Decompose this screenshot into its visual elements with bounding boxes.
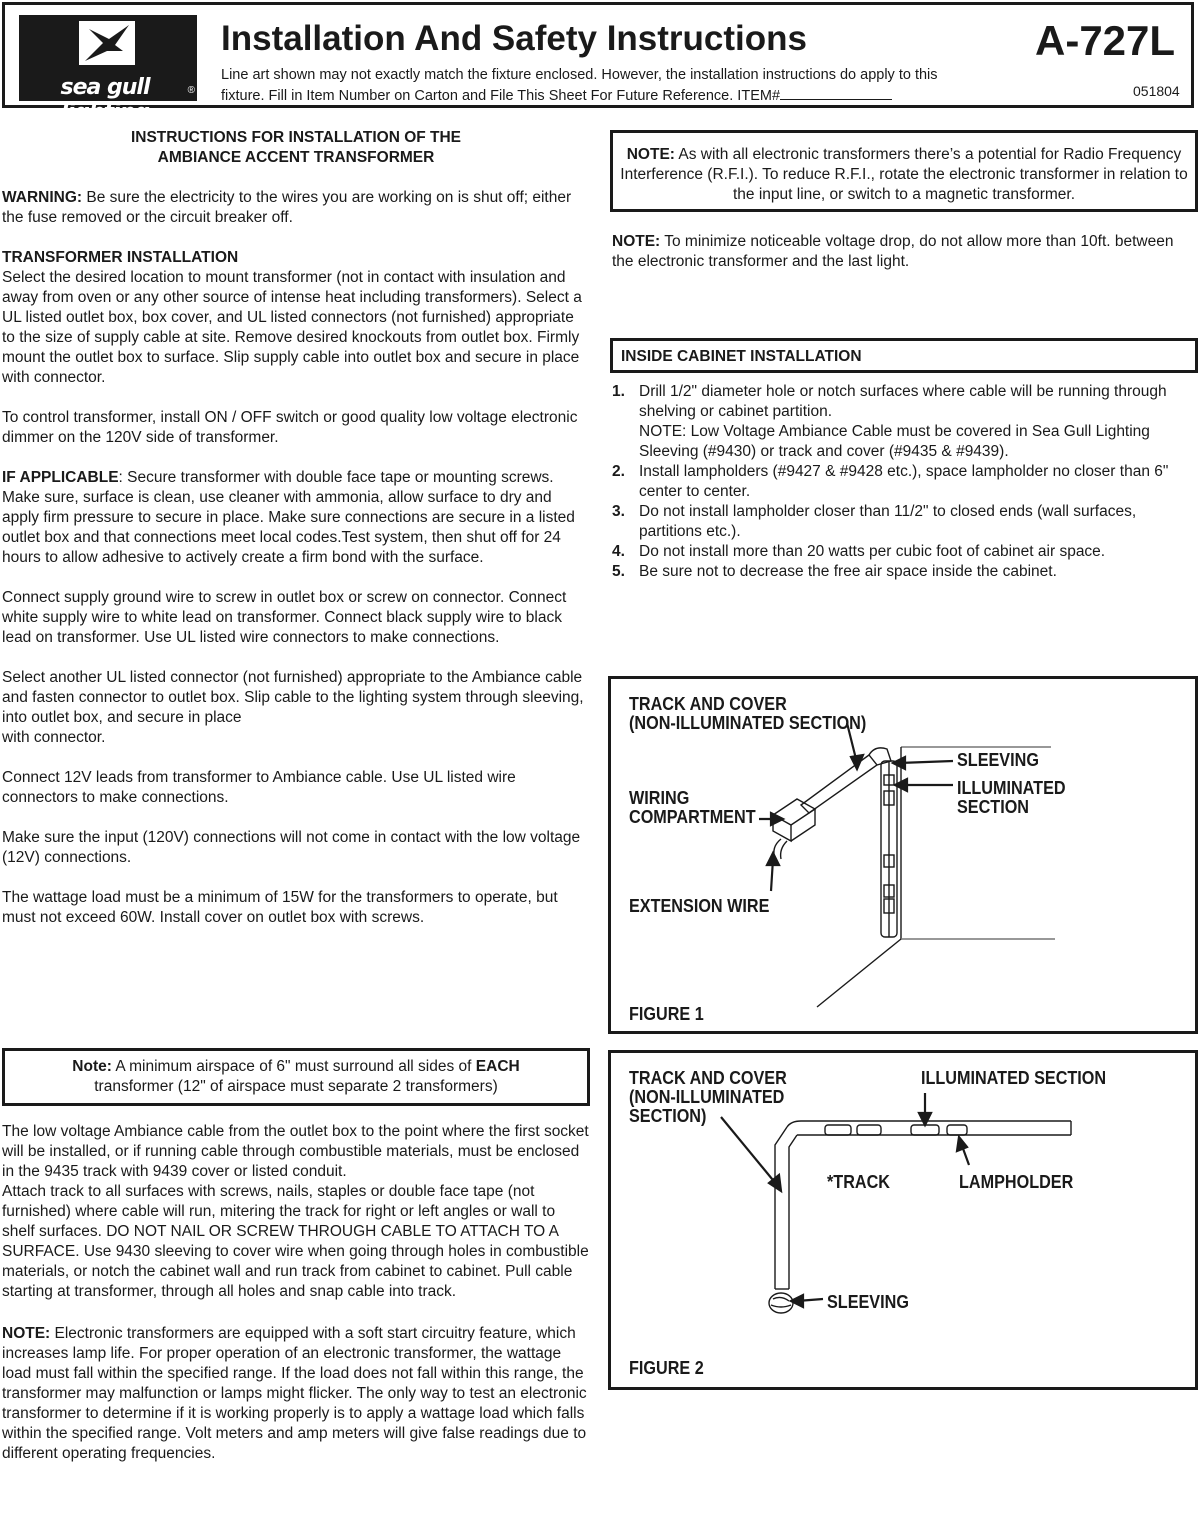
fig1-wiring-line1: WIRING <box>629 788 690 808</box>
cable-paragraph-2: Attach track to all surfaces with screws, nails, staples or double face tape (not furnished) where cable will run, mitering the track for right or left angles or wall to shelf surfaces. DO NOT NAIL OR SCREW THROUGH CABLE TO ATTACH TO A SURFACE. Use 9430 sleeving to cover wire when going through holes in combustible materials, or notch the cabinet wall and run track from cabinet to cabinet. Pull cable starting at transformer, through all holes and snap cable into track. <box>2 1183 589 1300</box>
cabinet-installation-title: INSIDE CABINET INSTALLATION <box>610 338 1198 373</box>
voltage-drop-note <box>612 232 1192 272</box>
applicable-text: : Secure transformer with double face tape or mounting screws. Make sure, surface is clean, use cleaner with ammonia, allow surface to dry and apply firm pressure to secure in place. Make sure connections are secure in a listed outlet box and that connections meet local codes.Test system, then shut off for 24 hours to allow adhesive to actively create a firm bond with the surface. <box>2 469 575 566</box>
instructions-heading <box>2 128 590 168</box>
step-text: Install lampholders (#9427 & #9428 etc.), space lampholder no closer than 6" center to center. <box>639 463 1169 500</box>
fig1-wiring-line2: COMPARTMENT <box>629 807 756 827</box>
figure-2 <box>608 1050 1198 1390</box>
step-text: Do not install lampholder closer than 11/2" to closed ends (wall surfaces, partitions etc.). <box>639 503 1137 540</box>
figure-2-illuminated-label: ILLUMINATED SECTION <box>921 1068 1107 1088</box>
applicable-label: IF APPLICABLE <box>2 469 119 486</box>
step-number: 1. <box>612 383 625 400</box>
figure-1-caption: FIGURE 1 <box>629 1004 704 1024</box>
item-number-blank[interactable] <box>780 85 892 100</box>
instructions-heading-line2: AMBIANCE ACCENT TRANSFORMER <box>157 149 435 166</box>
step-text: Drill 1/2" diameter hole or notch surfaces where cable will be running through shelving or cabinet partition. <box>639 383 1167 420</box>
applicable-paragraph <box>2 468 590 568</box>
soft-start-text: Electronic transformers are equipped with a soft start circuitry feature, which increases lamp life. For proper operation of an electronic transformer, the wattage load must fall within the specified range. If the load does not fall within this range, the transformer may malfunction or lamps might flicker. The only way to test an electronic transformer to determine if it is working properly is to apply a wattage load which falls within the specified range. Volt meters and amp meters will give false readings due to different operating frequencies. <box>2 1325 587 1462</box>
step-text: Do not install more than 20 watts per cubic foot of cabinet air space. <box>639 543 1106 560</box>
connect-12v-paragraph: Connect 12V leads from transformer to Ambiance cable. Use UL listed wire connectors to make connections. <box>2 769 516 806</box>
cabinet-steps-list <box>612 382 1198 582</box>
left-column <box>2 128 590 948</box>
fig1-illum-line2: SECTION <box>957 797 1030 817</box>
header-subtitle <box>221 65 961 106</box>
fig1-track-line1: TRACK AND COVER <box>629 694 787 714</box>
airspace-each: EACH <box>475 1058 520 1075</box>
figure-1 <box>608 676 1198 1034</box>
instructions-heading-line1: INSTRUCTIONS FOR INSTALLATION OF THE <box>130 129 462 146</box>
transformer-heading: TRANSFORMER INSTALLATION <box>2 249 239 266</box>
connect-paragraph: Connect supply ground wire to screw in outlet box or screw on connector. Connect white supply wire to white lead on transformer. Connect black supply wire to black lead on transformer. Use UL listed wire connectors to make connections. <box>2 589 567 646</box>
step-text: Be sure not to decrease the free air space inside the cabinet. <box>639 563 1057 580</box>
figure-2-sleeving-label: SLEEVING <box>827 1292 909 1312</box>
figure-1-sleeving-label: SLEEVING <box>957 750 1039 770</box>
fig2-track-line2: (NON-ILLUMINATED <box>629 1087 785 1107</box>
warning-paragraph <box>2 188 590 228</box>
figure-1-illuminated-label <box>957 779 1066 817</box>
registered-mark: ® <box>187 85 195 96</box>
brand-logo <box>19 15 197 125</box>
transformer-text: Select the desired location to mount transformer (not in contact with insulation and away from oven or any other source of intense heat including transformers). Select a UL listed outlet box, box cover, and UL listed connectors (not furnished) appropriate to the size of supply cable at site. Remove desired knockouts from outlet box. Firmly mount the outlet box to surface. Slip supply cable into outlet box and secure in place with connector. <box>2 269 582 386</box>
step-note: NOTE: Low Voltage Ambiance Cable must be covered in Sea Gull Lighting Sleeving (#9430) or track and cover (#9435 & #9439). <box>639 423 1150 460</box>
airspace-text-a: A minimum airspace of 6" must surround all sides of <box>111 1058 476 1075</box>
airspace-note-label: Note: <box>72 1058 112 1075</box>
step-number: 3. <box>612 503 625 520</box>
control-paragraph: To control transformer, install ON / OFF switch or good quality low voltage electronic dimmer on the 120V side of transformer. <box>2 409 578 446</box>
figure-1-extension-label: EXTENSION WIRE <box>629 896 770 916</box>
airspace-text-b: transformer (12" of airspace must separate 2 transformers) <box>94 1078 498 1095</box>
seagull-logo-icon <box>79 21 135 71</box>
left-lower-column <box>2 1122 590 1484</box>
subtitle-text: Line art shown may not exactly match the fixture enclosed. However, the installation instructions do apply to this fixture. Fill in Item Number on Carton and File This Sheet For Future Reference. ITEM# <box>221 67 938 104</box>
select-text-2: with connector. <box>2 729 106 746</box>
list-item <box>612 382 1198 462</box>
list-item <box>612 562 1198 582</box>
rfi-note-box <box>610 130 1198 212</box>
figure-2-lampholder-label: LAMPHOLDER <box>959 1172 1074 1192</box>
transformer-installation-paragraph <box>2 248 590 388</box>
figure-2-track-label: *TRACK <box>827 1172 890 1192</box>
list-item <box>612 462 1198 502</box>
document-code: A-727L <box>1035 17 1176 64</box>
figure-2-track-cover-label <box>629 1069 787 1126</box>
page-title: Installation And Safety Instructions <box>221 19 807 58</box>
soft-start-label: NOTE: <box>2 1325 51 1342</box>
rfi-note-text: As with all electronic transformers there’s a potential for Radio Frequency Interference (R.F.I.). To reduce R.F.I., rotate the electronic transformer in relation to the input line, or switch to a magnetic transformer. <box>620 146 1188 203</box>
step-number: 4. <box>612 543 625 560</box>
list-item <box>612 502 1198 542</box>
step-number: 2. <box>612 463 625 480</box>
step-number: 5. <box>612 563 625 580</box>
airspace-note-box <box>2 1048 590 1106</box>
figure-1-track-cover-label <box>629 695 866 733</box>
voltage-drop-label: NOTE: <box>612 233 661 250</box>
fig2-track-line3: SECTION) <box>629 1106 707 1126</box>
wattage-paragraph: The wattage load must be a minimum of 15W for the transformers to operate, but must not exceed 60W. Install cover on outlet box with screws. <box>2 889 558 926</box>
fig1-track-line2: (NON-ILLUMINATED SECTION) <box>629 713 867 733</box>
figure-2-caption: FIGURE 2 <box>629 1358 704 1378</box>
list-item <box>612 542 1198 562</box>
figure-1-wiring-label <box>629 789 756 827</box>
brand-name: sea gull lighting <box>60 75 150 125</box>
fig1-illum-line1: ILLUMINATED <box>957 778 1066 798</box>
cable-paragraph-1: The low voltage Ambiance cable from the outlet box to the point where the first socket will be installed, or if running cable through combustible materials, must be enclosed in the 9435 track with 9439 cover or listed conduit. <box>2 1123 589 1180</box>
warning-text: Be sure the electricity to the wires you are working on is shut off; either the fuse removed or the circuit breaker off. <box>2 189 572 226</box>
input-separation-paragraph: Make sure the input (120V) connections will not come in contact with the low voltage (12V) connections. <box>2 829 581 866</box>
document-header <box>2 2 1194 125</box>
soft-start-paragraph <box>2 1324 590 1464</box>
voltage-drop-text: To minimize noticeable voltage drop, do not allow more than 10ft. between the electronic transformer and the last light. <box>612 233 1174 270</box>
warning-label: WARNING: <box>2 189 83 206</box>
select-text-1: Select another UL listed connector (not furnished) appropriate to the Ambiance cable and fasten connector to outlet box. Slip cable to the lighting system through sleeving, into outlet box, and secure in place <box>2 669 584 726</box>
fig2-track-line1: TRACK AND COVER <box>629 1068 787 1088</box>
document-date-code: 051804 <box>1133 83 1180 99</box>
rfi-note-label: NOTE: <box>626 146 675 163</box>
select-connector-paragraph <box>2 668 590 748</box>
